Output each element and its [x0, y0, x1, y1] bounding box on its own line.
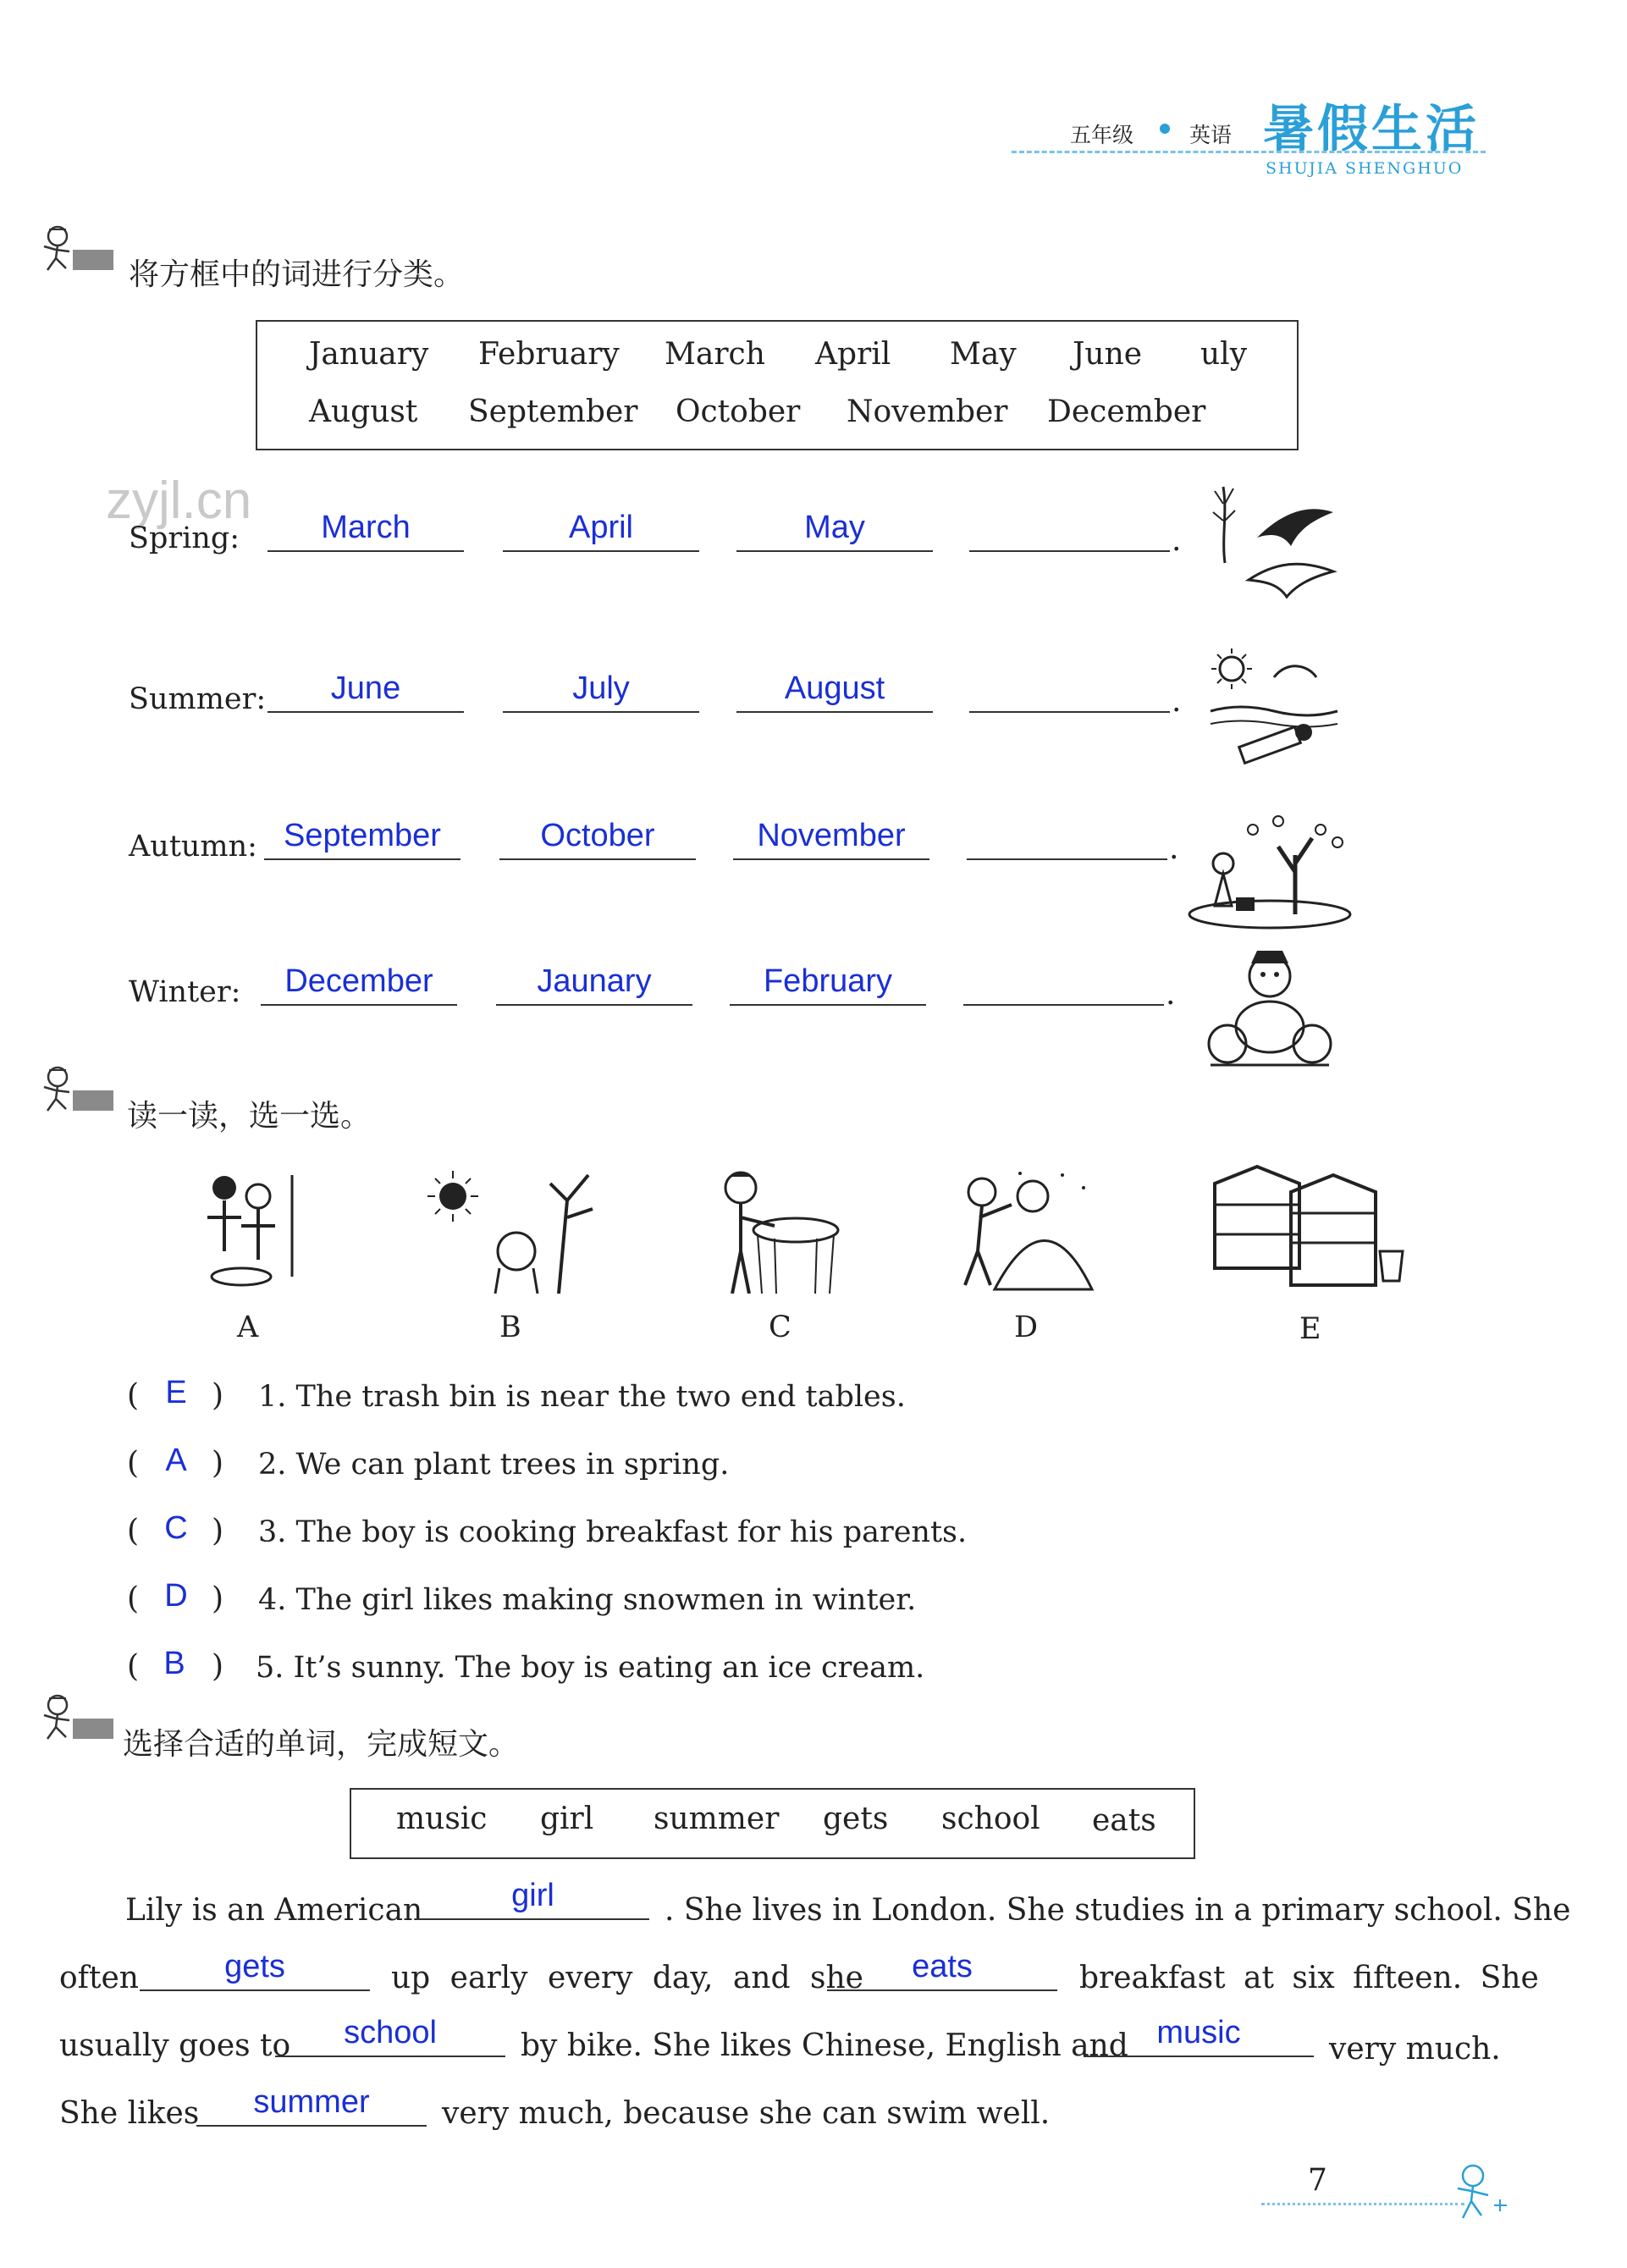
- box-word: December: [1047, 395, 1206, 429]
- picture-letter: C: [769, 1311, 791, 1344]
- question-answer[interactable]: B: [163, 1646, 185, 1681]
- question-answer[interactable]: E: [165, 1375, 187, 1410]
- box-word: May: [950, 337, 1017, 372]
- answer-paren: ): [212, 1514, 224, 1548]
- answer-blank[interactable]: December: [261, 963, 457, 1006]
- passage-text: Lily is an American: [125, 1893, 423, 1928]
- passage-text: very much, because she can swim well.: [442, 2096, 1051, 2131]
- answer-blank[interactable]: [969, 510, 1170, 552]
- header-divider: [1012, 151, 1486, 153]
- watermark: zyjl.cn: [106, 472, 252, 530]
- answer-paren: ): [212, 1649, 224, 1684]
- season-label-spring: Spring:: [129, 521, 240, 555]
- answer-blank[interactable]: November: [733, 818, 929, 860]
- picture-letter: E: [1299, 1312, 1321, 1346]
- season-label-summer: Summer:: [129, 682, 267, 716]
- header-logo: 暑假生活: [1263, 100, 1480, 159]
- passage-text: very much.: [1329, 2032, 1501, 2067]
- page-number: 7: [1308, 2163, 1327, 2198]
- passage-blank[interactable]: eats: [827, 1949, 1057, 1991]
- question-text: 3. The boy is cooking breakfast for his parents.: [258, 1515, 968, 1549]
- answer-blank[interactable]: [967, 818, 1167, 860]
- answer-blank[interactable]: October: [499, 818, 696, 860]
- passage-blank[interactable]: gets: [140, 1949, 370, 1991]
- answer-blank[interactable]: [969, 670, 1170, 713]
- section-kid-icon: [32, 1693, 117, 1741]
- header-pinyin: SHUJIA SHENGHUO: [1266, 159, 1464, 178]
- question-answer[interactable]: C: [164, 1510, 188, 1546]
- header-grade: 五年级: [1070, 123, 1134, 147]
- passage-blank[interactable]: girl: [416, 1878, 649, 1920]
- answer-blank[interactable]: September: [264, 818, 461, 860]
- question-text: 2. We can plant trees in spring.: [258, 1448, 730, 1482]
- period: .: [1169, 831, 1179, 866]
- passage-text: She likes: [59, 2096, 200, 2131]
- bank-word: school: [941, 1802, 1040, 1836]
- answer-blank[interactable]: May: [736, 510, 933, 552]
- answer-blank[interactable]: July: [503, 670, 699, 713]
- box-word: January: [309, 337, 429, 372]
- summer-beach-illustration: [1206, 643, 1342, 770]
- bank-word: eats: [1092, 1803, 1156, 1838]
- question-text: 4. The girl likes making snowmen in winter.: [258, 1583, 917, 1617]
- box-word: June: [1073, 337, 1143, 372]
- answer-paren: ): [212, 1378, 224, 1413]
- answer-paren: (: [127, 1581, 140, 1616]
- answer-paren: ): [212, 1581, 224, 1616]
- box-word: uly: [1200, 337, 1248, 372]
- answer-blank[interactable]: March: [267, 510, 464, 552]
- passage-blank[interactable]: music: [1084, 2015, 1314, 2057]
- picture-a-planting-tree: [190, 1167, 309, 1294]
- passage-text: up early every day, and she: [391, 1961, 863, 1995]
- question-text: 5. It’s sunny. The boy is eating an ice cream.: [256, 1651, 925, 1685]
- winter-snowman-illustration: [1202, 946, 1337, 1073]
- answer-paren: ): [212, 1446, 224, 1481]
- box-word: February: [478, 337, 620, 372]
- box-word: October: [676, 395, 801, 429]
- passage-blank[interactable]: school: [275, 2015, 505, 2057]
- footer-kid-icon: [1439, 2163, 1515, 2222]
- box-word: September: [468, 395, 638, 429]
- picture-letter: D: [1014, 1311, 1039, 1344]
- period: .: [1172, 684, 1182, 719]
- question-text: 1. The trash bin is near the two end tables.: [258, 1380, 906, 1414]
- answer-blank[interactable]: June: [267, 670, 464, 713]
- header-subject: 英语: [1189, 123, 1233, 147]
- section1-title: 将方框中的词进行分类。: [129, 257, 465, 292]
- picture-d-snowman: [952, 1167, 1096, 1294]
- answer-blank[interactable]: February: [730, 963, 926, 1006]
- season-label-winter: Winter:: [129, 975, 241, 1009]
- question-answer[interactable]: D: [164, 1578, 188, 1614]
- bank-word: girl: [540, 1802, 594, 1836]
- section-kid-icon: [32, 1065, 117, 1112]
- picture-e-end-tables: [1206, 1158, 1405, 1294]
- answer-blank[interactable]: [963, 963, 1164, 1006]
- bank-word: gets: [823, 1802, 889, 1836]
- answer-blank[interactable]: August: [736, 670, 933, 713]
- bank-word: summer: [654, 1802, 780, 1836]
- answer-paren: (: [127, 1514, 140, 1548]
- passage-text: by bike. She likes Chinese, English and: [521, 2028, 1128, 2063]
- spring-swallow-illustration: [1206, 478, 1342, 605]
- passage-text: breakfast at six fifteen. She: [1079, 1961, 1539, 1995]
- autumn-tree-illustration: [1185, 804, 1354, 931]
- box-word: August: [309, 395, 418, 429]
- season-label-autumn: Autumn:: [129, 830, 257, 864]
- picture-letter: A: [237, 1311, 259, 1344]
- passage-text: . She lives in London. She studies in a primary school. She: [665, 1893, 1571, 1928]
- answer-paren: (: [127, 1446, 140, 1481]
- period: .: [1166, 977, 1176, 1012]
- question-answer[interactable]: A: [165, 1443, 187, 1478]
- passage-text: often: [59, 1961, 139, 1995]
- footer-divider: [1261, 2203, 1464, 2205]
- period: .: [1172, 523, 1182, 558]
- section2-title: 读一读，选一选。: [127, 1099, 372, 1134]
- picture-c-cooking: [715, 1167, 842, 1294]
- answer-blank[interactable]: Jaunary: [496, 963, 692, 1006]
- section-kid-icon: [32, 224, 117, 272]
- section3-title: 选择合适的单词，完成短文。: [123, 1727, 520, 1762]
- header-dot: [1160, 124, 1170, 134]
- answer-blank[interactable]: April: [503, 510, 699, 552]
- passage-text: usually goes to: [59, 2028, 291, 2063]
- passage-blank[interactable]: summer: [196, 2084, 427, 2127]
- answer-paren: (: [127, 1649, 140, 1684]
- box-word: March: [665, 337, 765, 372]
- box-word: November: [847, 395, 1008, 429]
- picture-b-sunny-icecream: [423, 1167, 605, 1294]
- box-word: April: [815, 337, 891, 372]
- bank-word: music: [396, 1802, 488, 1836]
- answer-paren: (: [127, 1378, 140, 1413]
- picture-letter: B: [499, 1311, 521, 1344]
